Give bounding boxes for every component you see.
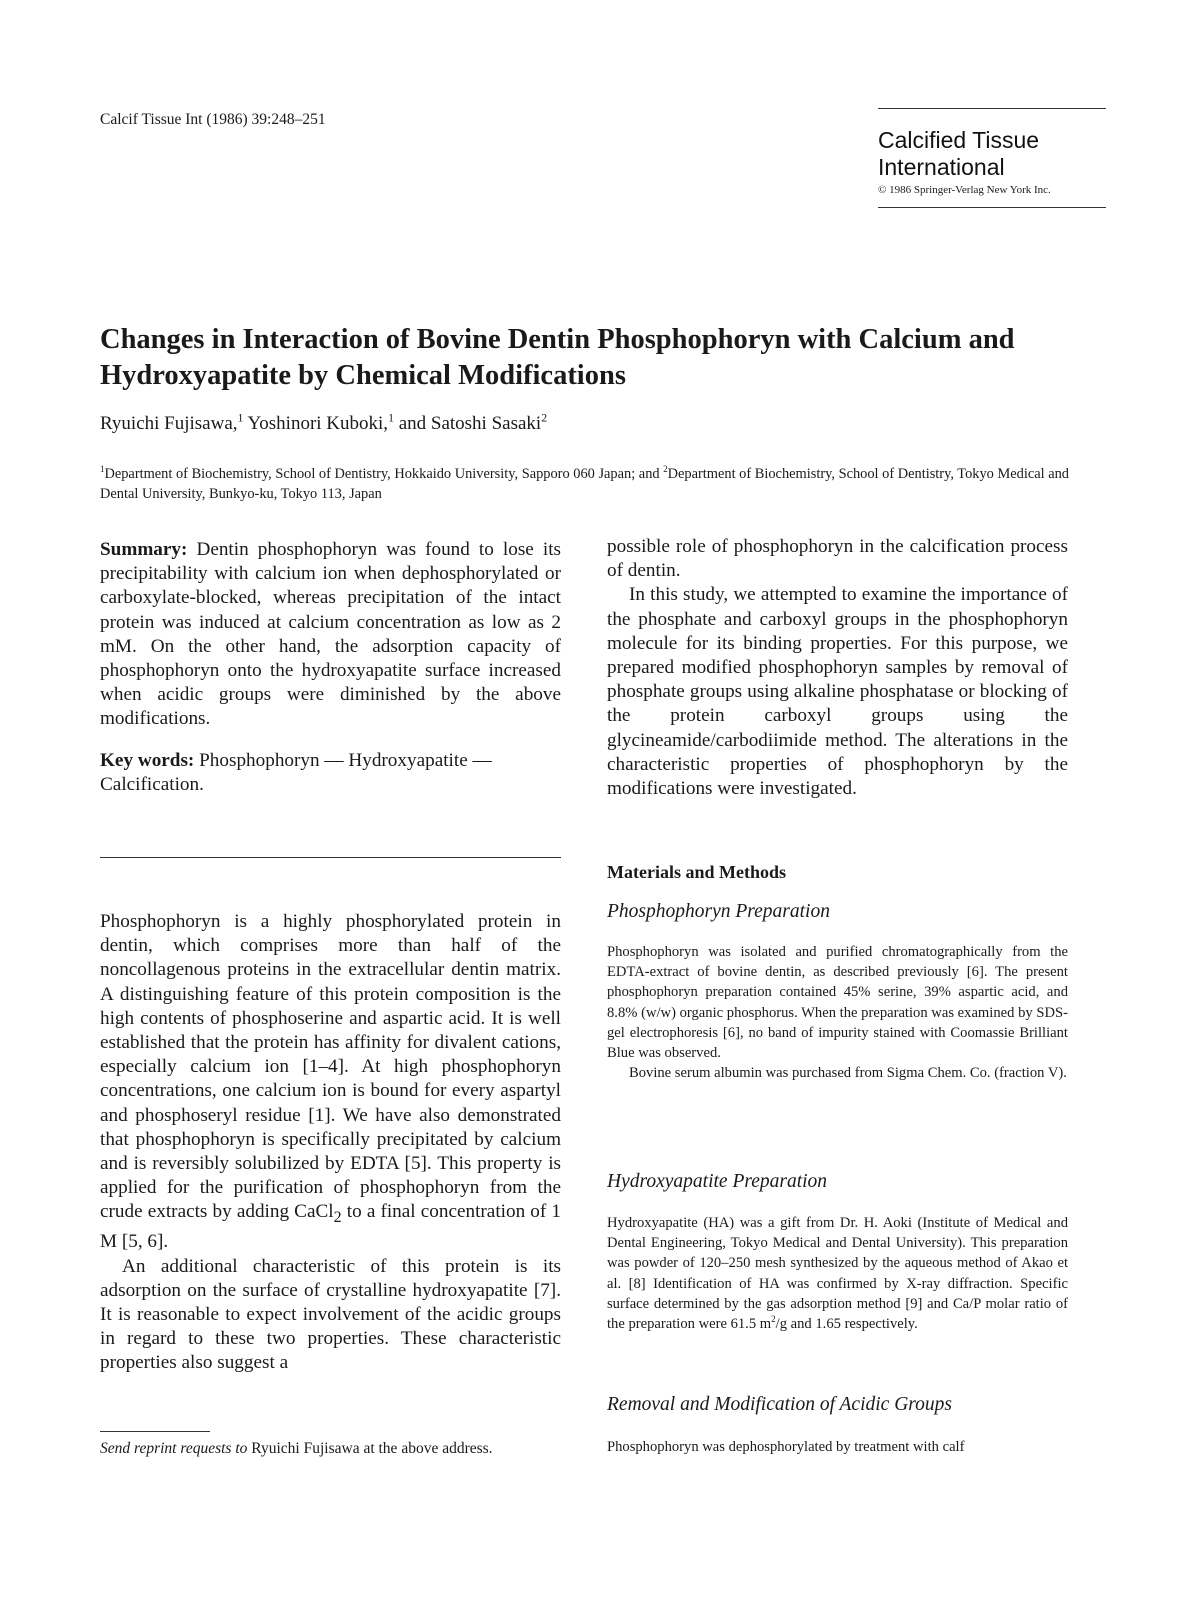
cacl2-subscript: 2: [333, 1209, 342, 1227]
journal-citation: Calcif Tissue Int (1986) 39:248–251: [100, 111, 326, 128]
summary-text: Dentin phosphophoryn was found to lose its precipitability with calcium ion when dephosphorylated or carboxylate-blocked, whereas precipitation of the intact protein was induced at calcium concentration as low as 2 mM. On the other hand, the adsorption capacity of phosphophoryn onto the hydroxyapatite surface increased when acidic groups were diminished by the above modifications.: [100, 539, 561, 730]
keywords-text: Phosphophoryn — Hydroxyapatite — Calcification.: [100, 749, 492, 795]
methods-paragraph: Bovine serum albumin was purchased from Sigma Chem. Co. (fraction V).: [629, 1065, 1067, 1082]
subheading-hydroxyapatite-preparation: Hydroxyapatite Preparation: [607, 1171, 828, 1192]
subheading-phosphophoryn-preparation: Phosphophoryn Preparation: [607, 901, 830, 922]
intro-paragraph-3: possible role of phosphophoryn in the calcification process of dentin.: [607, 536, 1068, 582]
footnote-text: Ryuichi Fujisawa at the above address.: [251, 1440, 493, 1457]
methods-paragraph: Phosphophoryn was dephosphorylated by treatment with calf: [607, 1439, 965, 1455]
article-title: Changes in Interaction of Bovine Dentin Phosphophoryn with Calcium and Hydroxyapatite by Chemical Modifications: [100, 324, 1015, 391]
intro-p1-end: to a final concentration of 1 M [5, 6].: [100, 1201, 561, 1253]
copyright-line: © 1986 Springer-Verlag New York Inc.: [878, 184, 1051, 196]
affiliations: [100, 464, 1110, 504]
phosphophoryn-preparation-body: [607, 942, 1068, 1083]
hydroxyapatite-text-end: /g and 1.65 respectively.: [775, 1316, 918, 1333]
summary-paragraph: [100, 538, 561, 732]
methods-paragraph: [607, 1213, 1068, 1334]
author-affiliation-mark: 2: [541, 411, 548, 425]
author-name: Ryuichi Fujisawa,: [100, 413, 238, 434]
journal-name-line-2: International: [878, 154, 1005, 180]
keywords-paragraph: [100, 749, 561, 797]
hydroxyapatite-preparation-body: [607, 1213, 1068, 1334]
affiliation-mark: 2: [663, 464, 668, 475]
journal-name-line-1: Calcified Tissue: [878, 127, 1040, 153]
affiliation-mark: 1: [100, 464, 105, 475]
author-affiliation-mark: 1: [388, 411, 394, 425]
intro-paragraph-4: In this study, we attempted to examine the importance of the phosphate and carboxyl groups in the phosphophoryn molecule for its binding properties. For this purpose, we prepared modified phosphophoryn samples by removal of phosphate groups using alkaline phosphatase or blocking of the protein carboxyl groups using the glycineamide/carbodiimide method. The alterations in the characteristic properties of phosphophoryn by the modifications were investigated.: [607, 584, 1068, 800]
intro-p1-text: Phosphophoryn is a highly phosphorylated protein in dentin, which comprises more than half of the noncollagenous proteins in the extracellular dentin matrix. A distinguishing feature of this protein composition is the high contents of phosphoserine and aspartic acid. It is well established that the protein has affinity for divalent cations, especially calcium ion [1–4]. At high phosphophoryn concentrations, one calcium ion is bound for every aspartyl and phosphoseryl residue [1]. We have also demonstrated that phosphophoryn is specifically precipitated by calcium and is reversibly solubilized by EDTA [5]. This property is applied for the purification of phosphophoryn from the crude extracts by adding CaCl: [100, 911, 561, 1223]
journal-name: [878, 127, 1106, 181]
hydroxyapatite-text: Hydroxyapatite (HA) was a gift from Dr. H. Aoki (Institute of Medical and Dental Engineering, Tokyo Medical and Dental University). This preparation was powder of 120–250 mesh synthesized by the aqueous method of Akao et al. [8] Identification of HA was confirmed by X-ray diffraction. Specific surface determined by the gas adsorption method [9] and Ca/P molar ratio of the preparation were 61.5 m: [607, 1215, 1068, 1333]
keywords-label: Key words:: [100, 749, 195, 771]
acidic-groups-body: [607, 1437, 1068, 1457]
journal-masthead: [878, 108, 1106, 208]
intro-paragraph-2: An additional characteristic of this protein is its adsorption on the surface of crystalline hydroxyapatite [7]. It is reasonable to expect involvement of the acidic groups in regard to these two properties. These characteristic properties also suggest a: [100, 1255, 561, 1374]
introduction-continued: [607, 535, 1068, 801]
summary-label: Summary:: [100, 539, 188, 560]
summary-divider: [100, 857, 561, 858]
author-name: and Satoshi Sasaki: [398, 413, 542, 434]
author-name: Yoshinori Kuboki,: [247, 413, 389, 434]
footnote-rule: [100, 1431, 210, 1432]
intro-paragraph-1: [100, 910, 561, 1255]
masthead-bottom-rule: [878, 207, 1106, 208]
affiliation-2: Department of Biochemistry, School of Dentistry, Tokyo Medical and Dental University, Bunkyo-ku, Tokyo 113, Japan: [100, 466, 1069, 502]
subheading-acidic-groups: Removal and Modification of Acidic Groups: [607, 1394, 952, 1415]
section-heading-methods: Materials and Methods: [607, 862, 786, 882]
reprint-footnote: [100, 1440, 570, 1458]
unit-superscript: 2: [771, 1314, 776, 1325]
footnote-italic: Send reprint requests to: [100, 1440, 248, 1457]
masthead-top-rule: [878, 108, 1106, 109]
author-affiliation-mark: 1: [237, 411, 244, 425]
author-list: [100, 413, 547, 435]
introduction: [100, 910, 561, 1376]
summary-block: [100, 538, 561, 797]
affiliation-1: Department of Biochemistry, School of Dentistry, Hokkaido University, Sapporo 060 Japan; and: [104, 466, 660, 482]
methods-paragraph: Phosphophoryn was isolated and purified chromatographically from the EDTA-extract of bovine dentin, as described previously [6]. The present phosphophoryn preparation contained 45% serine, 39% aspartic acid, and 8.8% (w/w) organic phosphorus. When the preparation was examined by SDS-gel electrophoresis [6], no band of impurity stained with Coomassie Brilliant Blue was observed.: [607, 944, 1068, 1062]
